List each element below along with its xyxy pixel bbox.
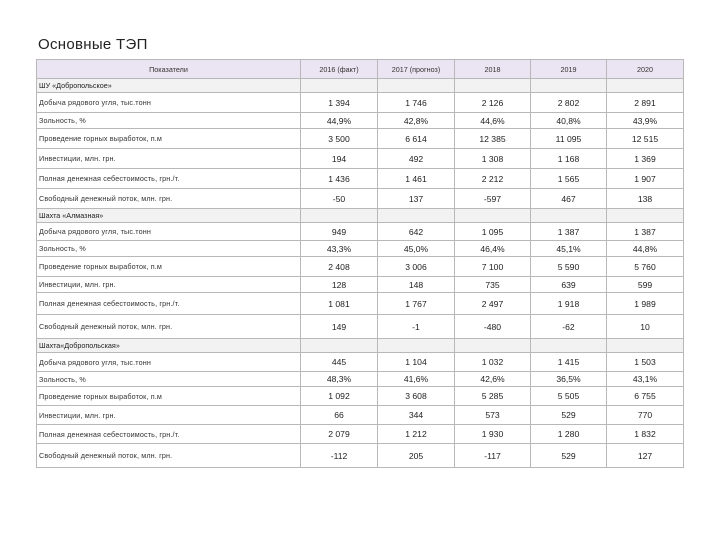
value-cell: 1 104 [378, 353, 455, 372]
value-cell: 5 760 [607, 257, 684, 277]
value-cell: 138 [607, 189, 684, 209]
section-row [37, 209, 684, 223]
section-blank-cell [378, 79, 455, 93]
value-cell: 445 [301, 353, 378, 372]
section-blank-cell [607, 79, 684, 93]
section-blank-cell [301, 209, 378, 223]
row-label: Полная денежная себестоимость, грн./т. [37, 169, 301, 189]
row-label: Проведение горных выработок, п.м [37, 129, 301, 149]
table-row [37, 189, 684, 209]
value-cell: 44,9% [301, 113, 378, 129]
table-row [37, 277, 684, 293]
value-cell: 1 280 [531, 425, 607, 444]
value-cell: 66 [301, 406, 378, 425]
value-cell: -50 [301, 189, 378, 209]
value-cell: 1 387 [607, 223, 684, 241]
value-cell: 43,1% [607, 372, 684, 387]
value-cell: 6 755 [607, 387, 684, 406]
section-blank-cell [531, 339, 607, 353]
value-cell: 5 590 [531, 257, 607, 277]
value-cell: 1 095 [455, 223, 531, 241]
row-label: Проведение горных выработок, п.м [37, 257, 301, 277]
value-cell: 467 [531, 189, 607, 209]
value-cell: -112 [301, 444, 378, 468]
section-blank-cell [455, 209, 531, 223]
row-label: Зольность, % [37, 241, 301, 257]
value-cell: 2 212 [455, 169, 531, 189]
section-blank-cell [607, 209, 684, 223]
value-cell: 10 [607, 315, 684, 339]
value-cell: 1 767 [378, 293, 455, 315]
row-label: Инвестиции, млн. грн. [37, 149, 301, 169]
section-blank-cell [531, 209, 607, 223]
value-cell: 1 168 [531, 149, 607, 169]
table-row [37, 353, 684, 372]
value-cell: 42,6% [455, 372, 531, 387]
value-cell: -117 [455, 444, 531, 468]
value-cell: 148 [378, 277, 455, 293]
column-header-indicators: Показатели [37, 60, 301, 79]
value-cell: 529 [531, 444, 607, 468]
value-cell: 770 [607, 406, 684, 425]
value-cell: 5 505 [531, 387, 607, 406]
table-row [37, 223, 684, 241]
value-cell: 599 [607, 277, 684, 293]
value-cell: 1 436 [301, 169, 378, 189]
value-cell: 43,9% [607, 113, 684, 129]
column-header-2019: 2019 [531, 60, 607, 79]
value-cell: 40,8% [531, 113, 607, 129]
table-row [37, 406, 684, 425]
column-header-2016: 2016 (факт) [301, 60, 378, 79]
table-row [37, 113, 684, 129]
table-row [37, 241, 684, 257]
section-name: Шахта «Алмазная» [37, 209, 301, 223]
value-cell: 44,8% [607, 241, 684, 257]
value-cell: 1 918 [531, 293, 607, 315]
section-blank-cell [531, 79, 607, 93]
value-cell: 36,5% [531, 372, 607, 387]
value-cell: 1 394 [301, 93, 378, 113]
value-cell: 1 032 [455, 353, 531, 372]
value-cell: 2 079 [301, 425, 378, 444]
column-header-2018: 2018 [455, 60, 531, 79]
header-row [37, 60, 684, 79]
value-cell: 3 500 [301, 129, 378, 149]
section-blank-cell [378, 339, 455, 353]
value-cell: 1 092 [301, 387, 378, 406]
table-row [37, 169, 684, 189]
row-label: Добыча рядового угля, тыс.тонн [37, 223, 301, 241]
section-blank-cell [607, 339, 684, 353]
value-cell: 3 608 [378, 387, 455, 406]
value-cell: 1 415 [531, 353, 607, 372]
value-cell: 1 461 [378, 169, 455, 189]
table-row [37, 129, 684, 149]
value-cell: 1 387 [531, 223, 607, 241]
section-blank-cell [455, 79, 531, 93]
section-blank-cell [301, 79, 378, 93]
value-cell: 1 081 [301, 293, 378, 315]
section-blank-cell [378, 209, 455, 223]
page-title: Основные ТЭП [38, 36, 148, 53]
value-cell: 735 [455, 277, 531, 293]
value-cell: 1 989 [607, 293, 684, 315]
section-blank-cell [455, 339, 531, 353]
value-cell: 2 497 [455, 293, 531, 315]
value-cell: 2 802 [531, 93, 607, 113]
value-cell: 1 565 [531, 169, 607, 189]
row-label: Полная денежная себестоимость, грн./т. [37, 293, 301, 315]
value-cell: 1 832 [607, 425, 684, 444]
value-cell: 48,3% [301, 372, 378, 387]
value-cell: 2 408 [301, 257, 378, 277]
value-cell: 1 503 [607, 353, 684, 372]
column-header-2017: 2017 (прогноз) [378, 60, 455, 79]
row-label: Полная денежная себестоимость, грн./т. [37, 425, 301, 444]
row-label: Свободный денежный поток, млн. грн. [37, 444, 301, 468]
value-cell: 12 385 [455, 129, 531, 149]
value-cell: 573 [455, 406, 531, 425]
value-cell: 642 [378, 223, 455, 241]
value-cell: 42,8% [378, 113, 455, 129]
value-cell: 5 285 [455, 387, 531, 406]
value-cell: -1 [378, 315, 455, 339]
value-cell: 43,3% [301, 241, 378, 257]
value-cell: 3 006 [378, 257, 455, 277]
row-label: Зольность, % [37, 113, 301, 129]
column-header-2020: 2020 [607, 60, 684, 79]
value-cell: 7 100 [455, 257, 531, 277]
value-cell: -480 [455, 315, 531, 339]
value-cell: 2 126 [455, 93, 531, 113]
table-row [37, 257, 684, 277]
row-label: Проведение горных выработок, п.м [37, 387, 301, 406]
table-row [37, 293, 684, 315]
table-row [37, 315, 684, 339]
value-cell: 1 746 [378, 93, 455, 113]
value-cell: 639 [531, 277, 607, 293]
section-name: ШУ «Добропольское» [37, 79, 301, 93]
value-cell: 45,1% [531, 241, 607, 257]
value-cell: 1 369 [607, 149, 684, 169]
table-body [37, 79, 684, 468]
table-row [37, 93, 684, 113]
section-row [37, 339, 684, 353]
value-cell: 137 [378, 189, 455, 209]
row-label: Свободный денежный поток, млн. грн. [37, 315, 301, 339]
section-row [37, 79, 684, 93]
tep-table [36, 59, 684, 468]
value-cell: -597 [455, 189, 531, 209]
value-cell: 46,4% [455, 241, 531, 257]
value-cell: -62 [531, 315, 607, 339]
value-cell: 2 891 [607, 93, 684, 113]
table-row [37, 149, 684, 169]
value-cell: 205 [378, 444, 455, 468]
row-label: Зольность, % [37, 372, 301, 387]
table-row [37, 387, 684, 406]
value-cell: 949 [301, 223, 378, 241]
value-cell: 344 [378, 406, 455, 425]
row-label: Инвестиции, млн. грн. [37, 406, 301, 425]
section-name: Шахта«Добропольская» [37, 339, 301, 353]
table-row [37, 425, 684, 444]
value-cell: 149 [301, 315, 378, 339]
value-cell: 11 095 [531, 129, 607, 149]
value-cell: 128 [301, 277, 378, 293]
value-cell: 194 [301, 149, 378, 169]
row-label: Свободный денежный поток, млн. грн. [37, 189, 301, 209]
row-label: Добыча рядового угля, тыс.тонн [37, 93, 301, 113]
value-cell: 1 907 [607, 169, 684, 189]
table-row [37, 444, 684, 468]
section-blank-cell [301, 339, 378, 353]
value-cell: 45,0% [378, 241, 455, 257]
value-cell: 492 [378, 149, 455, 169]
table-row [37, 372, 684, 387]
value-cell: 1 308 [455, 149, 531, 169]
value-cell: 1 212 [378, 425, 455, 444]
row-label: Добыча рядового угля, тыс.тонн [37, 353, 301, 372]
value-cell: 44,6% [455, 113, 531, 129]
value-cell: 12 515 [607, 129, 684, 149]
value-cell: 41,6% [378, 372, 455, 387]
value-cell: 1 930 [455, 425, 531, 444]
row-label: Инвестиции, млн. грн. [37, 277, 301, 293]
value-cell: 127 [607, 444, 684, 468]
value-cell: 6 614 [378, 129, 455, 149]
value-cell: 529 [531, 406, 607, 425]
